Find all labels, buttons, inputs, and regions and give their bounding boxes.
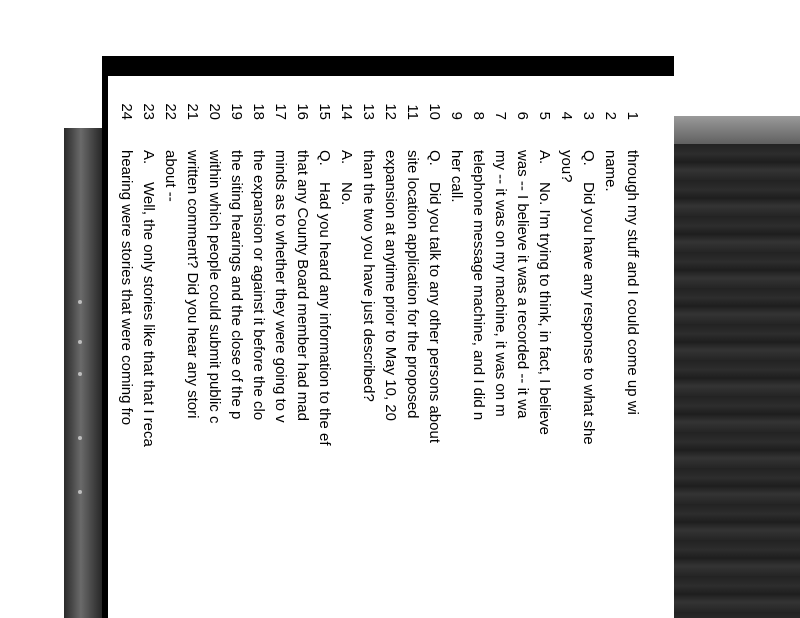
line-number: 14 [338,103,355,120]
qa-marker: Q. [316,150,333,166]
line-number: 13 [360,103,377,120]
binding-hole [78,372,82,376]
binding-hole [78,436,82,440]
transcript-line [268,100,292,618]
line-text: telephone message machine, and I did n [470,150,487,421]
qa-marker: Q. [580,150,597,166]
transcript-line [466,100,490,618]
line-number: 12 [382,103,399,120]
line-number: 20 [206,103,223,120]
line-text: the siting hearings and the close of the p [228,150,245,420]
binding-hole [78,340,82,344]
qa-marker: Q. [426,150,443,166]
transcript-line [290,100,314,618]
line-number: 17 [272,103,289,120]
line-text: No. I'm trying to think, in fact, I believe [536,182,553,435]
line-number: 24 [118,103,135,120]
line-number: 2 [602,111,619,120]
line-text: expansion at anytime prior to May 10, 20 [382,150,399,421]
line-number: 7 [492,111,509,120]
transcript-line [312,100,336,618]
line-text: Well, the only stories like that that I reca [140,182,157,447]
line-text: my -- it was on my machine, it was on m [492,150,509,417]
line-text: written comment? Did you hear any stori [184,150,201,419]
line-number: 4 [558,111,575,120]
line-number: 16 [294,103,311,120]
line-text: her call. [448,150,465,203]
transcript-line [598,100,622,618]
line-text: about -- [162,150,179,202]
transcript-line [576,100,600,618]
line-number: 8 [470,111,487,120]
transcript-line [422,100,446,618]
line-text: Did you have any response to what she [580,182,597,445]
line-number: 19 [228,103,245,120]
binding-hole [78,490,82,494]
transcript-line [202,100,226,618]
line-text: than the two you have just described? [360,150,377,402]
line-number: 10 [426,103,443,120]
transcript-line [334,100,358,618]
line-text: was -- I believe it was a recorded -- it wa [514,150,531,419]
line-text: No. [338,182,355,206]
line-number: 1 [624,111,641,120]
transcript-line [488,100,512,618]
line-text: name. [602,150,619,192]
line-text: minds as to whether they were going to v [272,150,289,423]
transcript-line [444,100,468,618]
transcript-line [180,100,204,618]
qa-marker: A. [140,150,157,165]
background-right-top [672,116,800,144]
qa-marker: A. [536,150,553,165]
background-right-strip [672,144,800,618]
transcript-line [158,100,182,618]
page-left-edge [102,56,108,618]
page-top-edge [102,56,674,76]
transcript-line [510,100,534,618]
line-number: 22 [162,103,179,120]
transcript-line [378,100,402,618]
line-text: that any County Board member had mad [294,150,311,421]
line-text: through my stuff and I could come up wi [624,150,641,415]
transcript-line [554,100,578,618]
line-number: 11 [404,104,421,120]
transcript-line [400,100,424,618]
line-number: 6 [514,111,531,120]
line-text: Did you talk to any other persons about [426,182,443,443]
line-number: 3 [580,111,597,120]
binding-hole [78,300,82,304]
qa-marker: A. [338,150,355,165]
line-number: 18 [250,103,267,120]
line-text: within which people could submit public c [206,150,223,424]
line-number: 5 [536,111,553,120]
transcript-line [114,100,138,618]
transcript-line [620,100,644,618]
line-text: Had you heard any information to the ef [316,182,333,446]
rotated-transcript-text [118,100,644,618]
background-left-strip [64,128,106,618]
line-number: 15 [316,103,333,120]
transcript-line [224,100,248,618]
line-text: site location application for the proposed [404,150,421,419]
line-number: 9 [448,111,465,120]
transcript-line [356,100,380,618]
line-number: 21 [184,103,201,120]
line-number: 23 [140,103,157,120]
transcript-line [532,100,556,618]
line-text: the expansion or against it before the clo [250,150,267,421]
line-text: hearing were stories that were coming fro [118,150,135,426]
transcript-line [136,100,160,618]
line-text: you? [558,150,575,183]
transcript-line [246,100,270,618]
